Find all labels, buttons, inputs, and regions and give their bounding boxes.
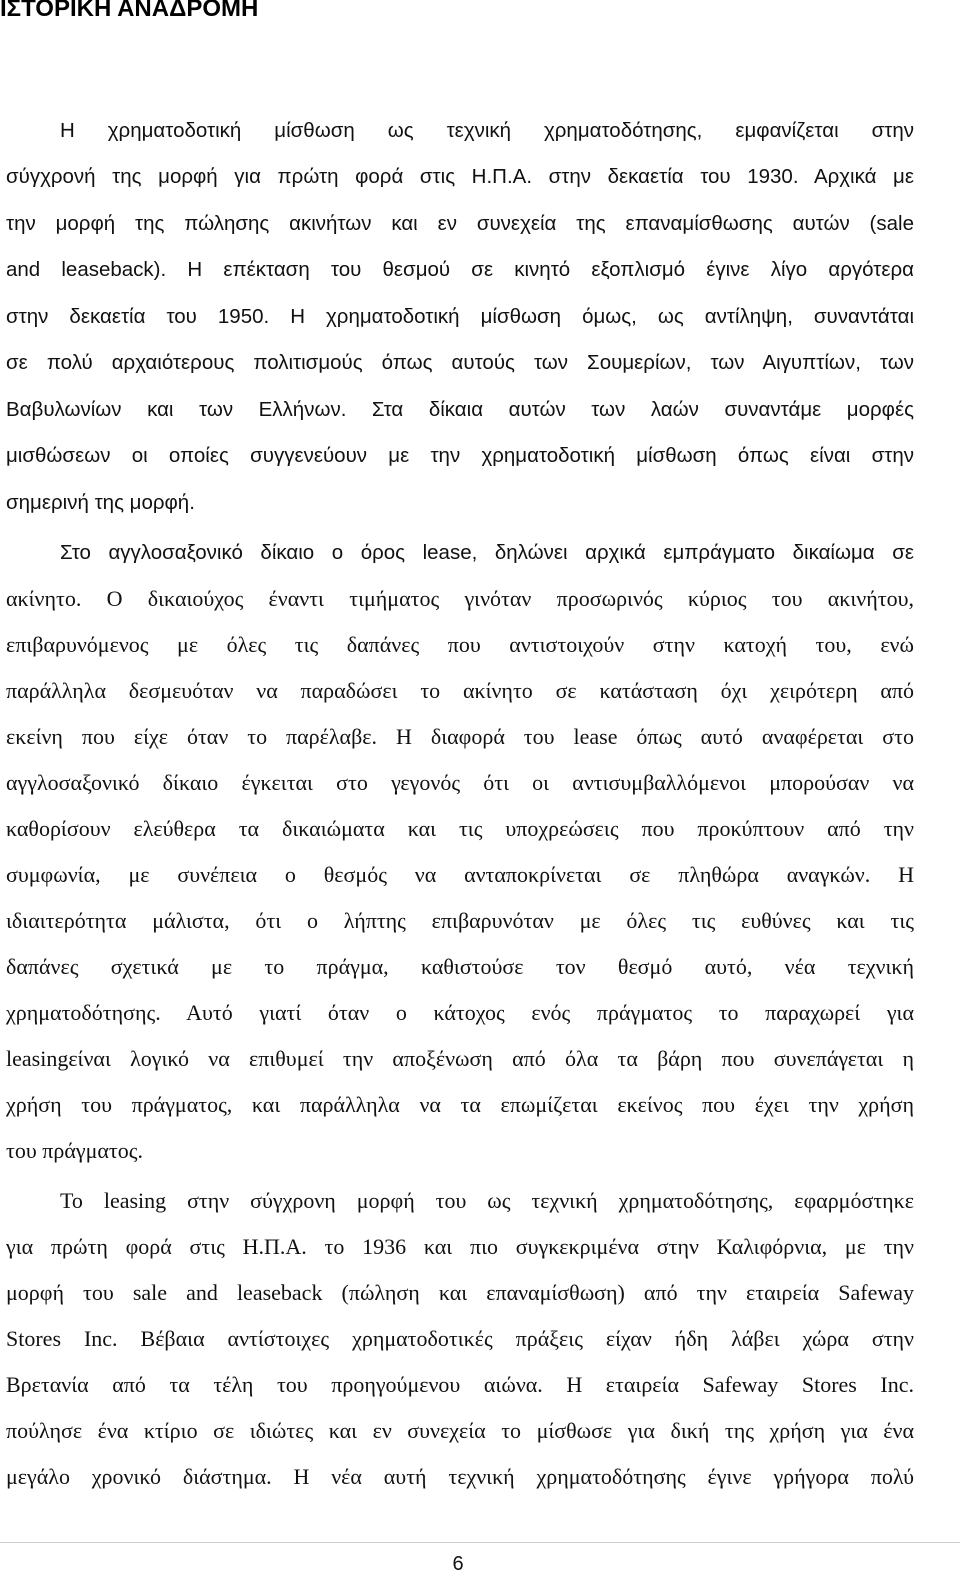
text-line: Βρετανία από τα τέλη του προηγούμενου αιώνα. Η εταιρεία Safeway Stores Inc. — [6, 1372, 914, 1397]
text-line: σε πολύ αρχαιότερους πολιτισμούς όπως αυτούς των Σουμερίων, των Αιγυπτίων, των — [6, 351, 914, 374]
text-line: πούλησε ένα κτίριο σε ιδιώτες και εν συνεχεία το μίσθωσε για δική της χρήση για ένα — [6, 1418, 914, 1443]
text-line: ακίνητο. Ο δικαιούχος έναντι τιμήματος γινόταν προσωρινός κύριος του ακινήτου, — [6, 586, 914, 611]
text-line: Στο αγγλοσαξονικό δίκαιο ο όρος lease, δηλώνει αρχικά εμπράγματο δικαίωμα σε — [60, 541, 914, 564]
text-line: αγγλοσαξονικό δίκαιο έγκειται στο γεγονός ότι οι αντισυμβαλλόμενοι μπορούσαν να — [6, 770, 914, 795]
text-line: μισθώσεων οι οποίες συγγενεύουν με την χρηματοδοτική μίσθωση όπως είναι στην — [6, 444, 914, 467]
text-line: Stores Inc. Βέβαια αντίστοιχες χρηματοδοτικές πράξεις είχαν ήδη λάβει χώρα στην — [6, 1326, 914, 1351]
text-line: Η χρηματοδοτική μίσθωση ως τεχνική χρηματοδότησης, εμφανίζεται στην — [60, 119, 914, 142]
text-line: ιδιαιτερότητα μάλιστα, ότι ο λήπτης επιβαρυνόταν με όλες τις ευθύνες και τις — [6, 908, 914, 933]
text-line: παράλληλα δεσμευόταν να παραδώσει το ακίνητο σε κατάσταση όχι χειρότερη από — [6, 678, 914, 703]
text-line: στην δεκαετία του 1950. Η χρηματοδοτική μίσθωση όμως, ως αντίληψη, συναντάται — [6, 305, 914, 328]
text-line: του πράγματος. — [6, 1138, 143, 1163]
text-line: σύγχρονή της μορφή για πρώτη φορά στις Η.Π.Α. στην δεκαετία του 1930. Αρχικά με — [6, 165, 914, 188]
text-line: Το leasing στην σύγχρονη μορφή του ως τεχνική χρηματοδότησης, εφαρμόστηκε — [60, 1188, 914, 1213]
text-line: επιβαρυνόμενος με όλες τις δαπάνες που αντιστοιχούν στην κατοχή του, ενώ — [6, 632, 914, 657]
text-line: χρήση του πράγματος, και παράλληλα να τα επωμίζεται εκείνος που έχει την χρήση — [6, 1092, 914, 1117]
text-line: δαπάνες σχετικά με το πράγμα, καθιστούσε τον θεσμό αυτό, νέα τεχνική — [6, 954, 914, 979]
text-line: χρηματοδότησης. Αυτό γιατί όταν ο κάτοχος ενός πράγματος το παραχωρεί για — [6, 1000, 914, 1025]
text-line: την μορφή της πώλησης ακινήτων και εν συνεχεία της επαναμίσθωσης αυτών (sale — [6, 212, 914, 235]
text-line: για πρώτη φορά στις Η.Π.Α. το 1936 και πιο συγκεκριμένα στην Καλιφόρνια, με την — [6, 1234, 914, 1259]
text-line: leasingείναι λογικό να επιθυμεί την αποξένωση από όλα τα βάρη που συνεπάγεται η — [6, 1046, 914, 1071]
text-line: and leaseback). Η επέκταση του θεσμού σε κινητό εξοπλισμό έγινε λίγο αργότερα — [6, 258, 914, 281]
text-line: μορφή του sale and leaseback (πώληση και επαναμίσθωση) από την εταιρεία Safeway — [6, 1280, 914, 1305]
footer-divider — [0, 1542, 960, 1543]
section-heading: ΙΣΤΟΡΙΚΗ ΑΝΑΔΡΟΜΗ — [0, 0, 259, 22]
text-line: εκείνη που είχε όταν το παρέλαβε. Η διαφορά του lease όπως αυτό αναφέρεται στο — [6, 724, 914, 749]
text-line: καθορίσουν ελεύθερα τα δικαιώματα και τις υποχρεώσεις που προκύπτουν από την — [6, 816, 914, 841]
text-line: μεγάλο χρονικό διάστημα. Η νέα αυτή τεχνική χρηματοδότησης έγινε γρήγορα πολύ — [6, 1464, 914, 1489]
text-line: σημερινή της μορφή. — [6, 491, 195, 514]
page-number: 6 — [452, 1553, 464, 1575]
text-line: συμφωνία, με συνέπεια ο θεσμός να ανταποκρίνεται σε πληθώρα αναγκών. Η — [6, 862, 914, 887]
text-line: Βαβυλωνίων και των Ελλήνων. Στα δίκαια αυτών των λαών συναντάμε μορφές — [6, 398, 914, 421]
